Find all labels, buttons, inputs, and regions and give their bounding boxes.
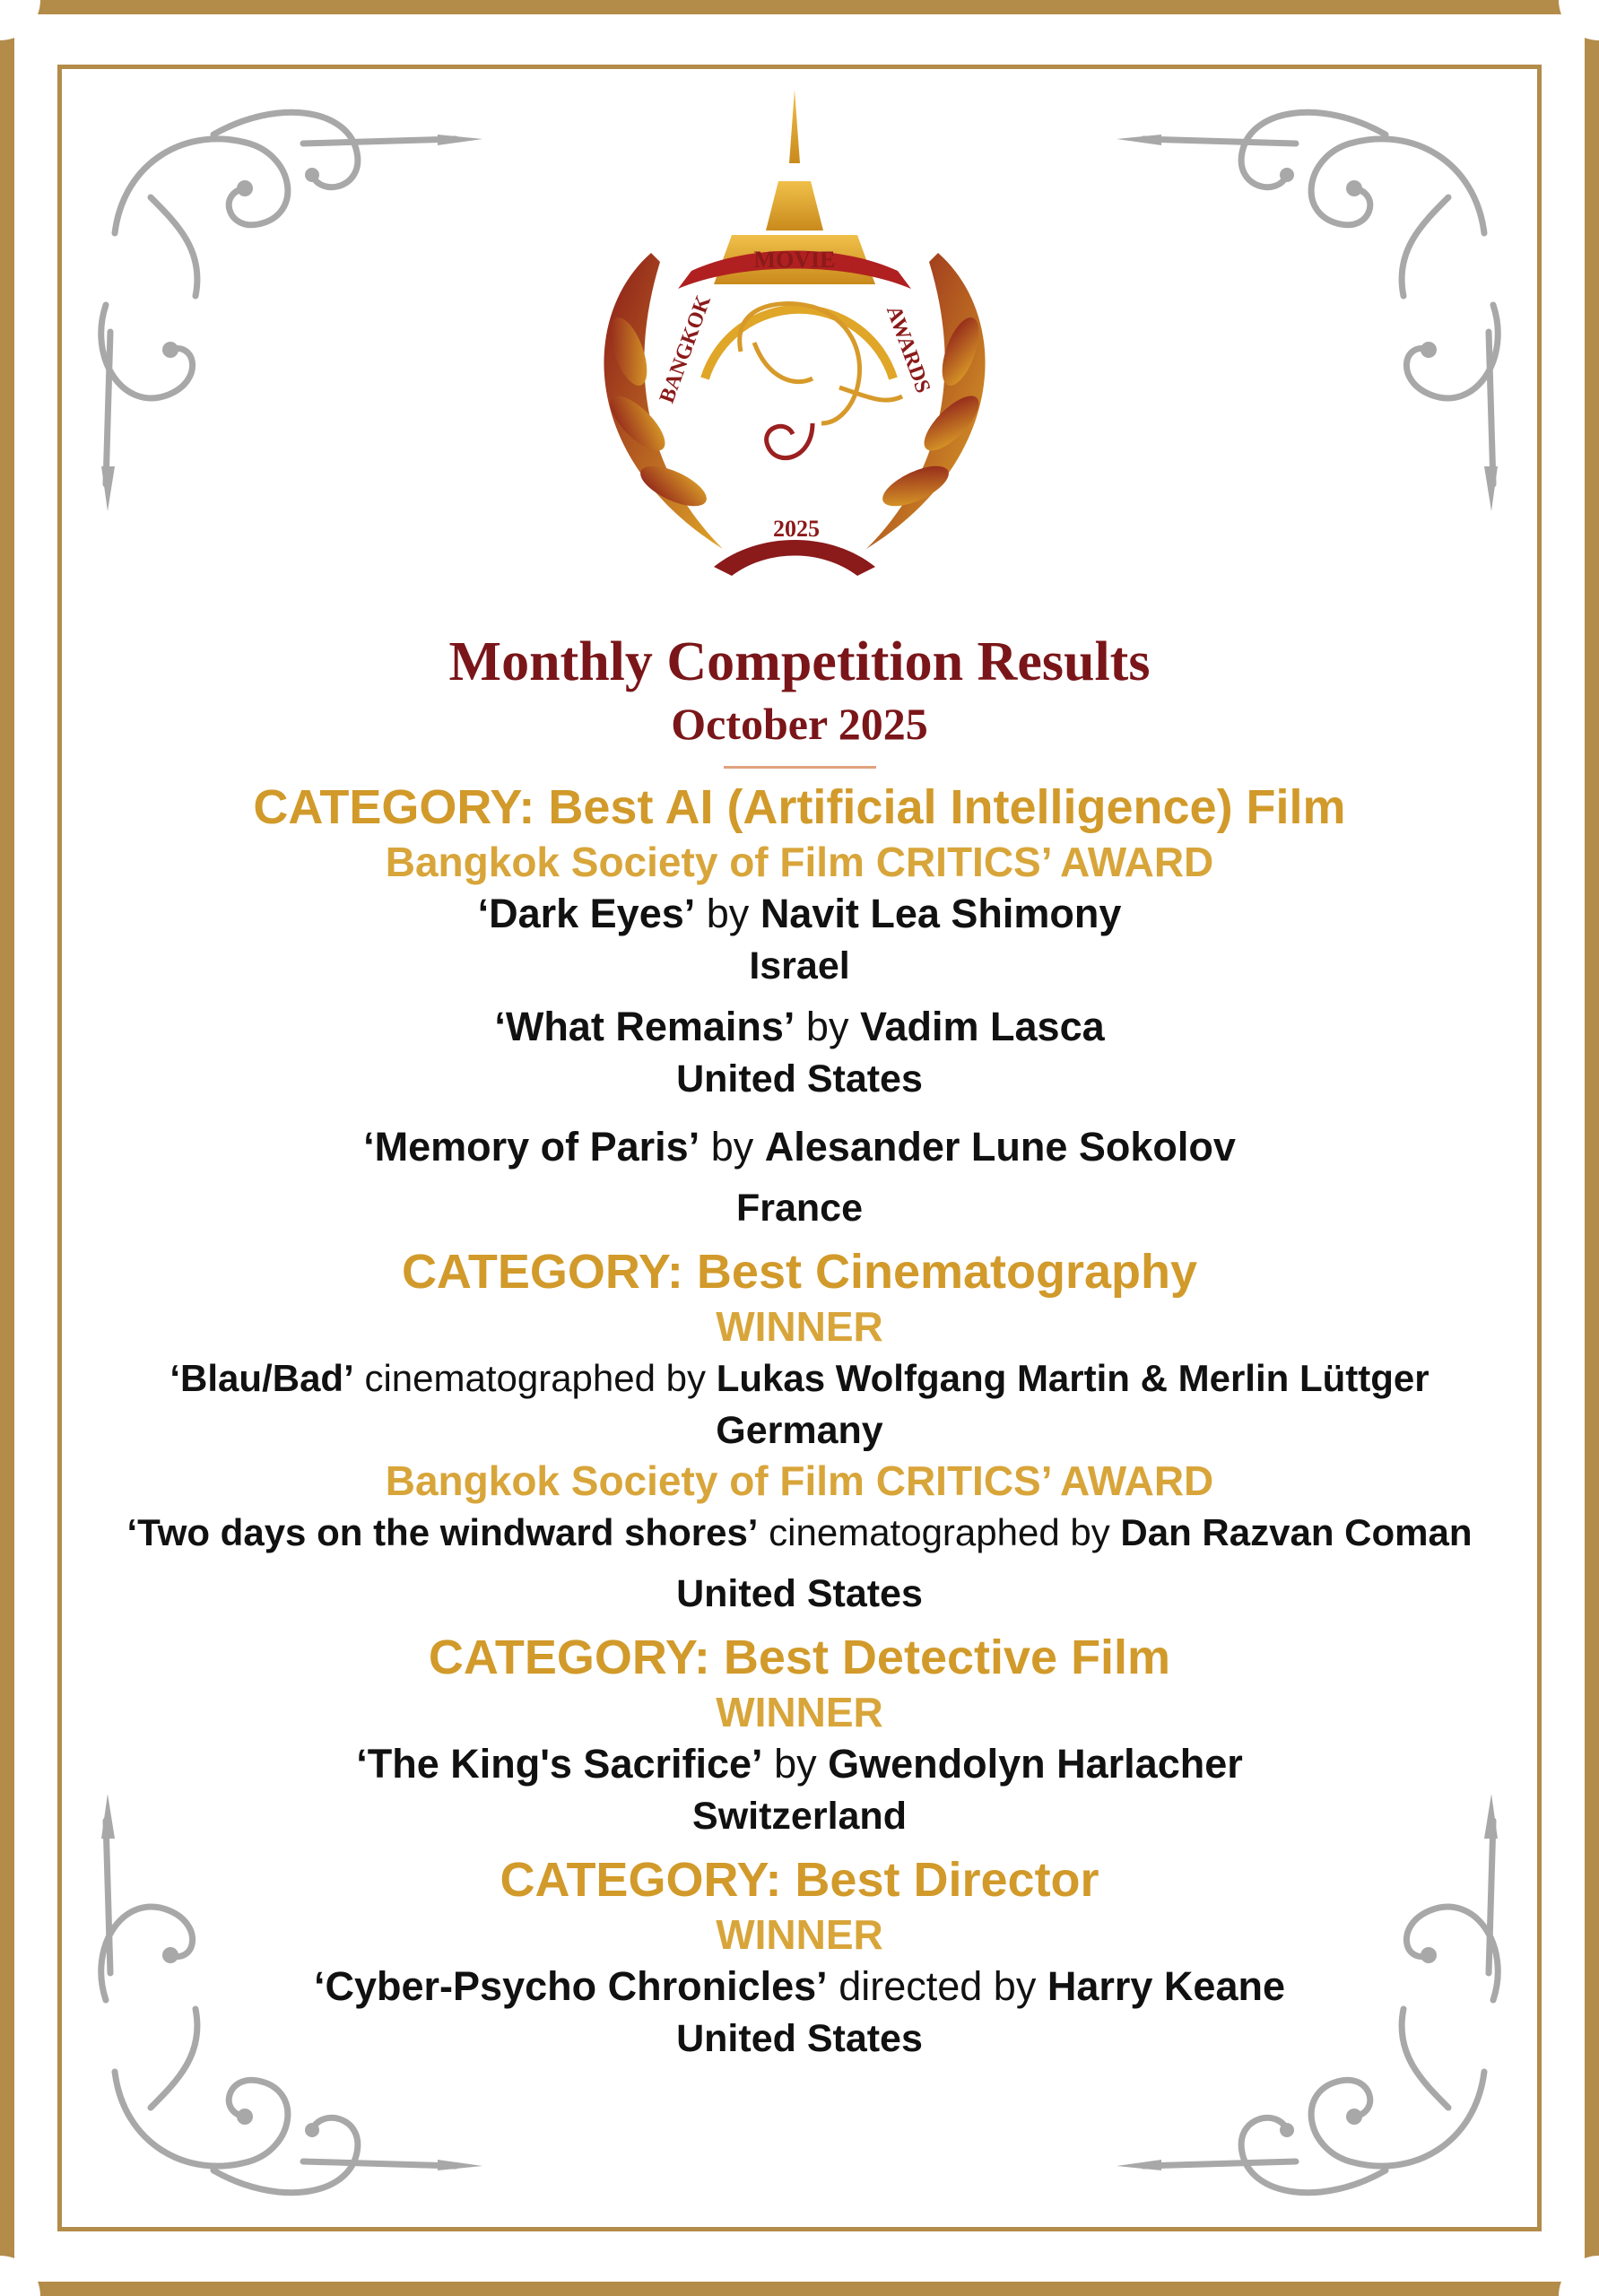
film-title: ‘Cyber-Psycho Chronicles’ <box>314 1963 828 2009</box>
film-title: ‘The King's Sacrifice’ <box>356 1741 763 1787</box>
winner-label: WINNER <box>716 1303 883 1350</box>
country: United States <box>676 2017 923 2060</box>
category-heading: CATEGORY: Best Cinematography <box>401 1245 1198 1299</box>
film-title: ‘Dark Eyes’ <box>477 891 696 936</box>
person-name: Alesander Lune Sokolov <box>764 1124 1236 1170</box>
entry-line <box>63 1737 1536 1791</box>
country: United States <box>676 1057 923 1100</box>
title-divider <box>724 766 876 769</box>
person-name: Dan Razvan Coman <box>1120 1511 1473 1553</box>
film-title: ‘What Remains’ <box>494 1004 795 1049</box>
page-title: Monthly Competition Results <box>448 631 1151 692</box>
entry-connector: by <box>710 1124 754 1170</box>
person-name: Gwendolyn Harlacher <box>828 1741 1243 1787</box>
person-name: Navit Lea Shimony <box>760 891 1122 936</box>
country: France <box>735 1187 863 1230</box>
film-title: ‘Blau/Bad’ <box>169 1357 354 1399</box>
entry-line <box>63 1120 1536 1174</box>
award-label: Bangkok Society of Film CRITICS’ AWARD <box>385 1457 1214 1504</box>
person-name: Harry Keane <box>1047 1963 1285 2009</box>
corner-flourish-icon <box>70 90 491 511</box>
winner-label: WINNER <box>716 1689 883 1735</box>
logo-right-text: AWARDS <box>882 302 935 396</box>
entry-connector: cinematographed by <box>364 1357 707 1399</box>
country: Switzerland <box>692 1795 907 1838</box>
logo-left-text: BANGKOK <box>655 292 717 406</box>
entry-line <box>63 1506 1536 1560</box>
country: Germany <box>716 1409 883 1452</box>
award-label: Bangkok Society of Film CRITICS’ AWARD <box>385 839 1214 885</box>
film-title: ‘Memory of Paris’ <box>363 1124 700 1170</box>
entry-line <box>63 1352 1536 1405</box>
corner-flourish-icon <box>1108 90 1529 511</box>
logo-year: 2025 <box>773 516 820 542</box>
bangkok-movie-awards-logo <box>543 83 1046 621</box>
category-heading: CATEGORY: Best Detective Film <box>428 1631 1171 1684</box>
country: Israel <box>749 944 850 987</box>
person-name: Vadim Lasca <box>859 1004 1105 1049</box>
entry-connector: by <box>805 1004 849 1049</box>
entry-connector: by <box>774 1741 817 1787</box>
entry-connector: cinematographed by <box>769 1511 1110 1553</box>
entry-line <box>63 1000 1536 1054</box>
category-heading: CATEGORY: Best Director <box>500 1853 1099 1907</box>
person-name: Lukas Wolfgang Martin & Merlin Lüttger <box>716 1357 1430 1399</box>
winner-label: WINNER <box>716 1911 883 1958</box>
entry-line <box>63 887 1536 941</box>
results-content <box>63 628 1536 2064</box>
entry-line <box>63 1960 1536 2013</box>
entry-connector: by <box>706 891 750 936</box>
film-title: ‘Two days on the windward shores’ <box>126 1511 759 1553</box>
entry-connector: directed by <box>839 1963 1037 2009</box>
page-subtitle: October 2025 <box>671 699 928 749</box>
country: United States <box>676 1572 923 1615</box>
logo-top-text: MOVIE <box>753 247 836 273</box>
category-heading: CATEGORY: Best AI (Artificial Intelligence) Film <box>253 780 1346 834</box>
